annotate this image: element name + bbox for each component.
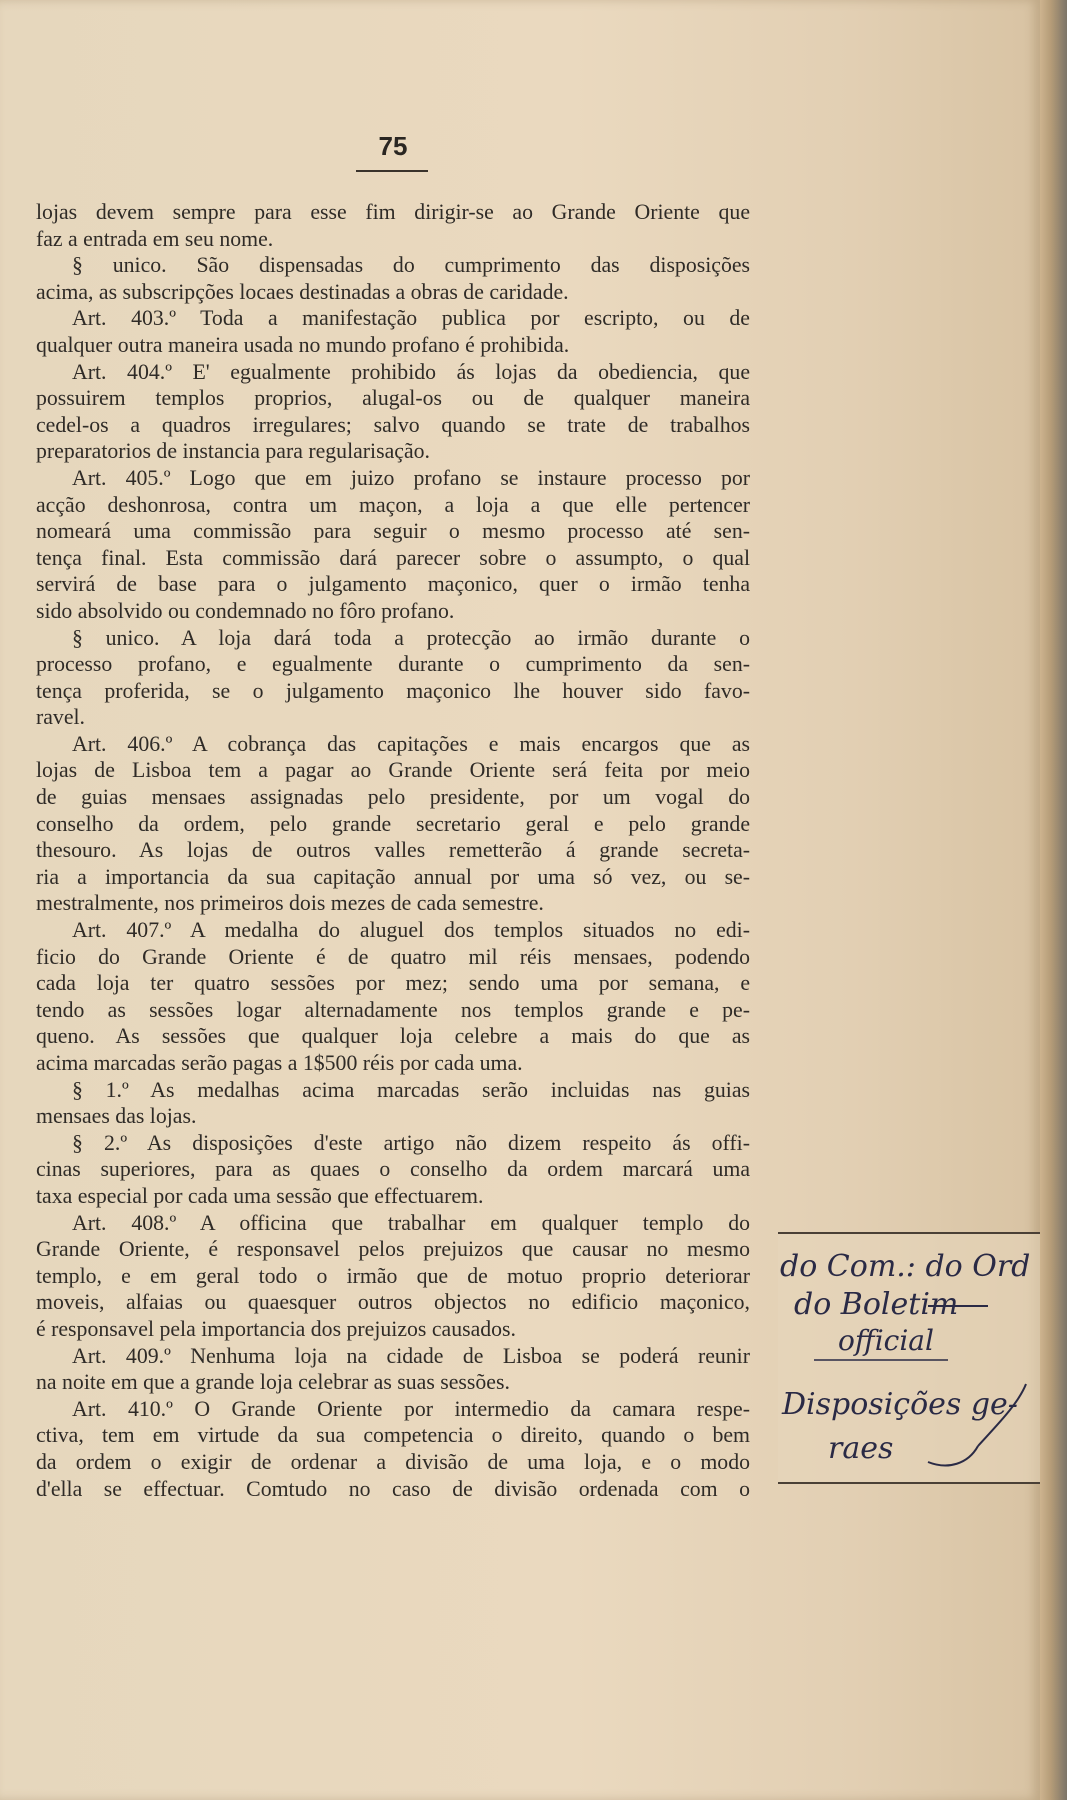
text-line: mensaes das lojas. (36, 1104, 197, 1129)
text-line: acima, as subscripções locaes destinadas a obras de caridade. (36, 279, 569, 304)
text-line: lojas devem sempre para esse fim dirigir-se ao Grande Oriente que (36, 200, 750, 224)
note-line-1: do Com.: do Ord (780, 1249, 1031, 1284)
text-line: ctiva, tem em virtude da sua competencia o direito, quando o bem (36, 1423, 750, 1448)
text-line: Art. 410.º O Grande Oriente por intermedio da camara respe- (72, 1396, 750, 1421)
text-line: ravel. (36, 705, 86, 730)
text-line: tença final. Esta commissão dará parecer sobre o assumpto, o qual (36, 545, 750, 570)
page-edge (1040, 0, 1067, 1800)
text-line: tença proferida, se o julgamento maçonico lhe houver sido favo- (36, 678, 750, 703)
text-line: Art. 408.º A officina que trabalhar em qualquer templo do (72, 1210, 750, 1235)
text-line: acima marcadas serão pagas a 1$500 réis por cada uma. (36, 1051, 523, 1075)
note-line-2: do Boletim (794, 1287, 959, 1322)
text-line: tendo as sessões logar alternadamente nos templos grande e pe- (36, 997, 750, 1022)
text-line: templo, e em geral todo o irmão que de motuo proprio deteriorar (36, 1263, 750, 1288)
text-line: lojas de Lisboa tem a pagar ao Grande Oriente será feita por meio (36, 758, 750, 783)
text-line: acção deshonrosa, contra um maçon, a loja a que elle pertencer (36, 492, 750, 517)
text-line: d'ella se effectuar. Comtudo no caso de divisão ordenada com o (36, 1476, 750, 1501)
note-line-3: official (838, 1324, 934, 1357)
page-number-rule (356, 170, 428, 172)
text-line: de guias mensaes assignadas pelo presidente, por um vogal do (36, 785, 750, 810)
text-line: é responsavel pela importancia dos prejuizos causados. (36, 1316, 516, 1341)
body-text (36, 199, 750, 1502)
text-line: Art. 409.º Nenhuma loja na cidade de Lisboa se poderá reunir (72, 1343, 750, 1368)
text-line: § 1.º As medalhas acima marcadas serão incluidas nas guias (72, 1077, 750, 1102)
text-line: conselho da ordem, pelo grande secretario geral e pelo grande (36, 811, 750, 836)
text-line: sido absolvido ou condemnado no fôro profano. (36, 598, 455, 623)
text-line: § unico. São dispensadas do cumprimento das disposições (72, 253, 750, 278)
text-line: Art. 404.º E' egualmente prohibido ás lojas da obediencia, que (72, 359, 750, 384)
text-line: mestralmente, nos primeiros dois mezes de cada semestre. (36, 891, 544, 916)
text-line: faz a entrada em seu nome. (36, 226, 274, 251)
text-line: nomeará uma commissão para seguir o mesmo processo até sen- (36, 519, 750, 544)
text-line: § unico. A loja dará toda a protecção ao irmão durante o (72, 625, 750, 650)
handwritten-annotation (778, 1234, 1040, 1482)
text-line: thesouro. As lojas de outros valles remetterão á grande secreta- (36, 838, 750, 863)
text-line: cinas superiores, para as quaes o conselho da ordem marcará uma (36, 1157, 750, 1182)
text-line: queno. As sessões que qualquer loja celebre a mais do que as (36, 1024, 750, 1049)
text-line: ria a importancia da sua capitação annual por uma só vez, ou se- (36, 864, 750, 889)
text-line: processo profano, e egualmente durante o cumprimento da sen- (36, 652, 750, 677)
text-line: ficio do Grande Oriente é de quatro mil réis mensaes, podendo (36, 944, 750, 969)
text-line: possuirem templos proprios, alugal-os ou de qualquer maneira (36, 386, 750, 411)
text-line: Art. 405.º Logo que em juizo profano se instaure processo por (72, 465, 750, 490)
text-line: na noite em que a grande loja celebrar as suas sessões. (36, 1370, 510, 1395)
text-line: preparatorios de instancia para regularisação. (36, 439, 430, 464)
text-line: servirá de base para o julgamento maçonico, quer o irmão tenha (36, 572, 750, 597)
text-line: cedel-os a quadros irregulares; salvo quando se trate de trabalhos (36, 412, 750, 437)
text-line: taxa especial por cada uma sessão que effectuarem. (36, 1183, 484, 1208)
margin-note (778, 1232, 1040, 1484)
text-line: Art. 407.º A medalha do aluguel dos templos situados no edi- (72, 918, 750, 943)
text-line: Art. 406.º A cobrança das capitações e mais encargos que as (72, 731, 750, 756)
text-line: Grande Oriente, é responsavel pelos prejuizos que causar no mesmo (36, 1237, 750, 1262)
text-line: moveis, alfaias ou quaesquer outros objectos no edificio maçonico, (36, 1290, 750, 1315)
text-line: da ordem o exigir de ordenar a divisão de uma loja, e o modo (36, 1449, 750, 1474)
page-number: 75 (378, 131, 408, 161)
note-line-4: Disposições ge- (782, 1387, 1018, 1422)
text-line: § 2.º As disposições d'este artigo não dizem respeito ás offi- (72, 1130, 750, 1155)
text-line: qualquer outra maneira usada no mundo profano é prohibida. (36, 332, 570, 357)
note-line-5: raes (828, 1431, 894, 1466)
text-line: cada loja ter quatro sessões por mez; sendo uma por semana, e (36, 971, 750, 996)
text-line: Art. 403.º Toda a manifestação publica por escripto, ou de (72, 306, 750, 331)
